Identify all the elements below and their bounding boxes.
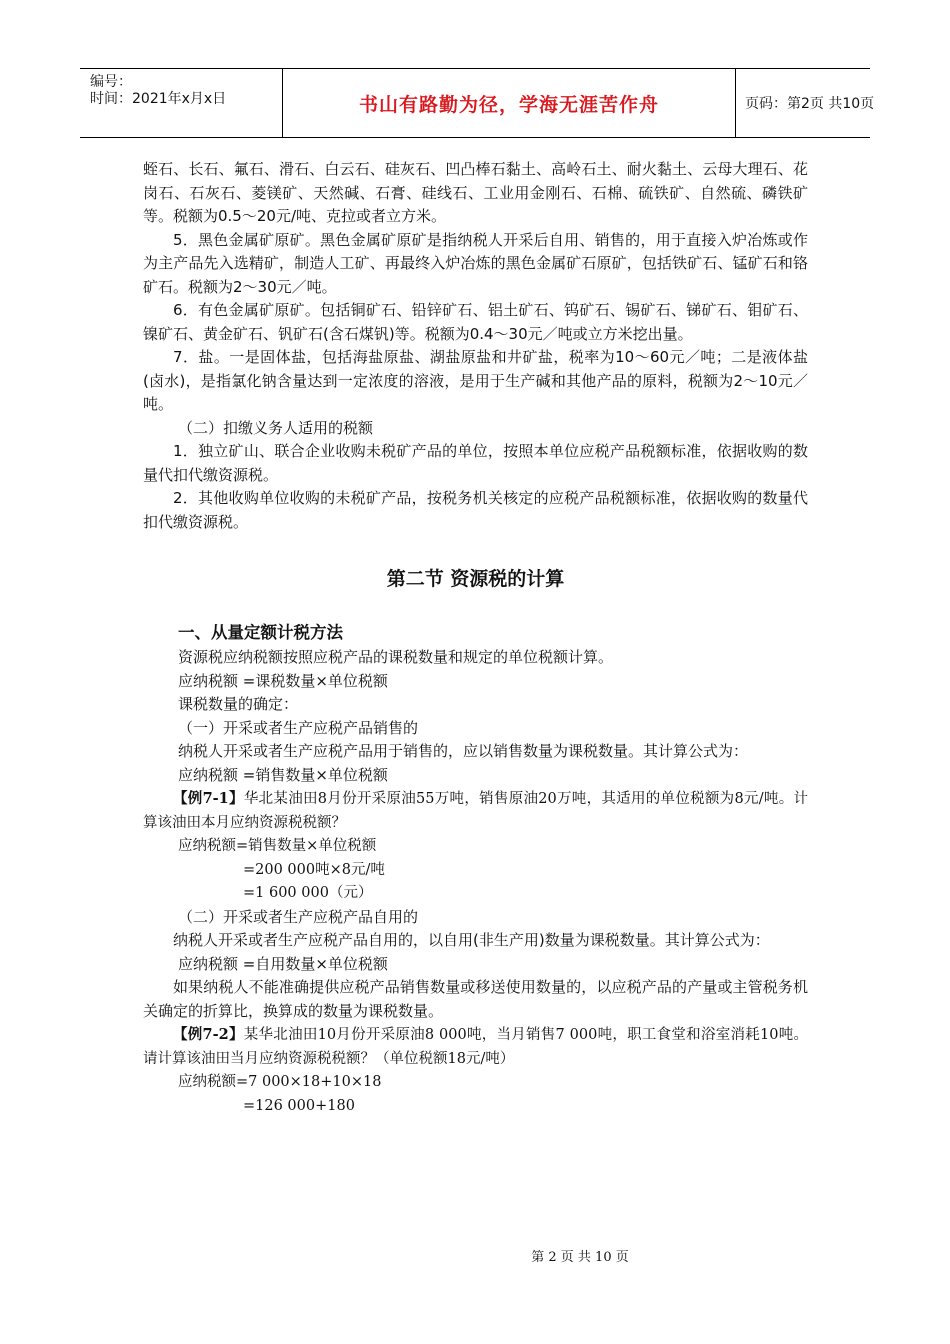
date-label: 时间：2021年x月x日 [90, 91, 227, 107]
example-7-1-text: 华北某油田8月份开采原油55万吨，销售原油20万吨，其适用的单位税额为8元/吨。计算该油田本月应纳资源税税额？ [143, 791, 809, 831]
footer-page-number: 第 2 页 共 10 页 [531, 1250, 629, 1265]
formula-general: 应纳税额 =课税数量×单位税额 [178, 671, 388, 690]
example-7-1-formula-3: =1 600 000（元） [243, 885, 373, 901]
formula-sales: 应纳税额 =销售数量×单位税额 [178, 765, 388, 784]
number-label: 编号： [90, 74, 132, 90]
section-subtitle: 一、从量定额计税方法 [178, 623, 343, 642]
paragraph-withholding-1: 1．独立矿山、联合企业收购未税矿产品的单位，按照本单位应税产品税额标准，依据收购的数量代扣代缴资源税。 [143, 442, 808, 484]
header-page-label: 页码：第2页 共10页 [745, 96, 875, 112]
calc-intro: 资源税应纳税额按照应税产品的课税数量和规定的单位税额计算。 [178, 648, 614, 666]
example-7-2-label: 【例7-2】 [173, 1026, 244, 1043]
paragraph-ferrous-ore: 5．黑色金属矿原矿。黑色金属矿原矿是指纳税人开采后自用、销售的，用于直接入炉冶炼或作为主产品先入选精矿，制造人工矿、再最终入炉冶炼的黑色金属矿石原矿，包括铁矿石、锰矿石和铬矿石。税额为2～30元／吨。 [143, 230, 808, 296]
document-body [143, 158, 808, 1118]
case-self-use-heading: （二）开采或者生产应税产品自用的 [178, 907, 419, 926]
example-7-2 [143, 1023, 808, 1071]
example-7-1-formula-1: 应纳税额=销售数量×单位税额 [178, 838, 377, 854]
formula-self-use: 应纳税额 =自用数量×单位税额 [178, 954, 388, 973]
example-7-2-formula-2: =126 000+180 [243, 1097, 355, 1114]
page-footer [0, 1246, 950, 1265]
example-7-2-formula-1: 应纳税额=7 000×18+10×18 [178, 1074, 382, 1090]
paragraph-salt: 7．盐。一是固体盐，包括海盐原盐、湖盐原盐和井矿盐，税率为10～60元／吨；二是液体盐(卤水)，是指氯化钠含量达到一定浓度的溶液，是用于生产碱和其他产品的原料，税额为2～10元／吨。 [143, 348, 808, 413]
example-7-1-label: 【例7-1】 [173, 790, 244, 807]
example-7-1-formula-2: =200 000吨×8元/吨 [243, 861, 385, 878]
paragraph-withholding-2: 2．其他收购单位收购的未税矿产品，按税务机关核定的应税产品税额标准，依据收购的数量代扣代缴资源税。 [143, 489, 808, 531]
quantity-determination: 课税数量的确定： [178, 695, 299, 713]
header-meta [80, 69, 282, 137]
case-sales-text: 纳税人开采或者生产应税产品用于销售的，应以销售数量为课税数量。其计算公式为： [178, 742, 749, 760]
case-self-use-text: 纳税人开采或者生产应税产品自用的，以自用(非生产用)数量为课税数量。其计算公式为： [173, 931, 770, 949]
paragraph-conversion: 如果纳税人不能准确提供应税产品销售数量或移送使用数量的，以应税产品的产量或主管税务机关确定的折算比，换算成的数量为课税数量。 [143, 978, 808, 1020]
paragraph-minerals: 蛭石、长石、氟石、滑石、白云石、硅灰石、凹凸棒石黏土、高岭石土、耐火黏土、云母大理石、花岗石、石灰石、菱镁矿、天然碱、石膏、硅线石、工业用金刚石、石棉、硫铁矿、自然硫、磷铁矿等。税额为0.5～20元/吨、克拉或者立方米。 [143, 160, 808, 225]
case-sales-heading: （一）开采或者生产应税产品销售的 [178, 718, 419, 737]
example-7-2-text: 某华北油田10月份开采原油8 000吨，当月销售7 000吨，职工食堂和浴室消耗10吨。请计算该油田当月应纳资源税税额？（单位税额18元/吨） [143, 1027, 808, 1067]
header-motto: 书山有路勤为径，学海无涯苦作舟 [282, 69, 736, 137]
paragraph-withholding-heading: （二）扣缴义务人适用的税额 [178, 418, 374, 437]
example-7-1 [143, 787, 808, 835]
paragraph-nonferrous-ore: 6．有色金属矿原矿。包括铜矿石、铅锌矿石、铝土矿石、钨矿石、锡矿石、锑矿石、钼矿石、镍矿石、黄金矿石、钒矿石(含石煤钒)等。税额为0.4～30元／吨或立方米挖出量。 [143, 301, 808, 343]
page-header [80, 68, 875, 138]
section-title: 第二节 资源税的计算 [386, 568, 565, 590]
